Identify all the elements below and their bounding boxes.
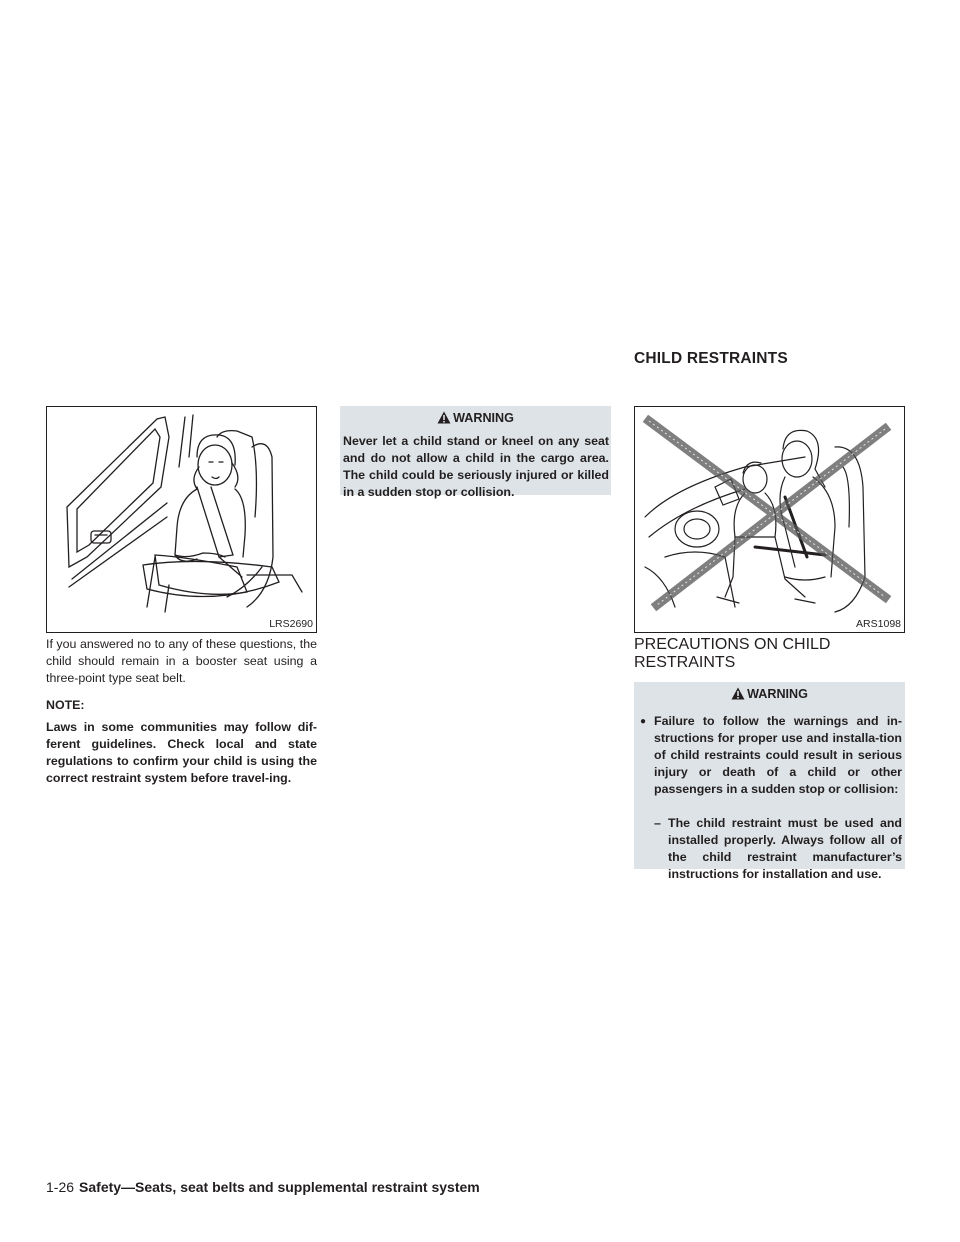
figure-child-standing-x bbox=[634, 406, 905, 633]
warning-box-precautions bbox=[634, 682, 905, 881]
dash-symbol: – bbox=[654, 816, 661, 830]
intro-paragraph: If you answered no to any of these questions, the child should remain in a booster seat using a three-point type seat belt. bbox=[46, 637, 317, 685]
precautions-heading bbox=[634, 636, 905, 672]
warning-triangle-icon bbox=[437, 411, 451, 424]
dash-text: The child restraint must be used and installed properly. Always follow all of the child restraint manufacturer’s instructions for installation and use. bbox=[668, 816, 902, 881]
chapter-title: Safety—Seats, seat belts and supplemental restraint system bbox=[79, 1179, 480, 1195]
warning-triangle-icon bbox=[731, 687, 745, 700]
precautions-heading-line1: PRECAUTIONS ON CHILD bbox=[634, 636, 831, 653]
warning-header bbox=[340, 406, 611, 430]
figure-label-left: LRS2690 bbox=[269, 618, 313, 630]
page-footer bbox=[46, 1179, 480, 1195]
child-booster-seat-illustration bbox=[47, 407, 316, 617]
warning-header-precautions bbox=[634, 682, 905, 706]
warning-bullet bbox=[640, 713, 902, 798]
warning-title-precautions: WARNING bbox=[747, 687, 808, 701]
section-title: CHILD RESTRAINTS bbox=[634, 350, 788, 367]
figure-child-booster-seat bbox=[46, 406, 317, 633]
warning-dash-item bbox=[654, 815, 902, 883]
bullet-text: Failure to follow the warnings and in-structions for proper use and installa-tion of child restraints could result in serious injury or death of a child or other passengers in a sudden stop or collision: bbox=[654, 714, 902, 796]
precautions-heading-line2: RESTRAINTS bbox=[634, 654, 736, 671]
note-label: NOTE: bbox=[46, 698, 85, 712]
page-number: 1-26 bbox=[46, 1179, 75, 1195]
figure-label-right: ARS1098 bbox=[856, 618, 901, 630]
note-text: Laws in some communities may follow dif-ferent guidelines. Check local and state regulations to confirm your child is using the correct restraint system before travel-ing. bbox=[46, 720, 317, 785]
warning-text: Never let a child stand or kneel on any seat and do not allow a child in the cargo area. The child could be seriously injured or killed in a sudden stop or collision. bbox=[343, 434, 609, 499]
warning-title: WARNING bbox=[453, 411, 514, 425]
bullet-icon: ● bbox=[640, 716, 647, 727]
warning-box-cargo bbox=[340, 406, 611, 499]
child-standing-crossed-illustration bbox=[635, 407, 904, 619]
